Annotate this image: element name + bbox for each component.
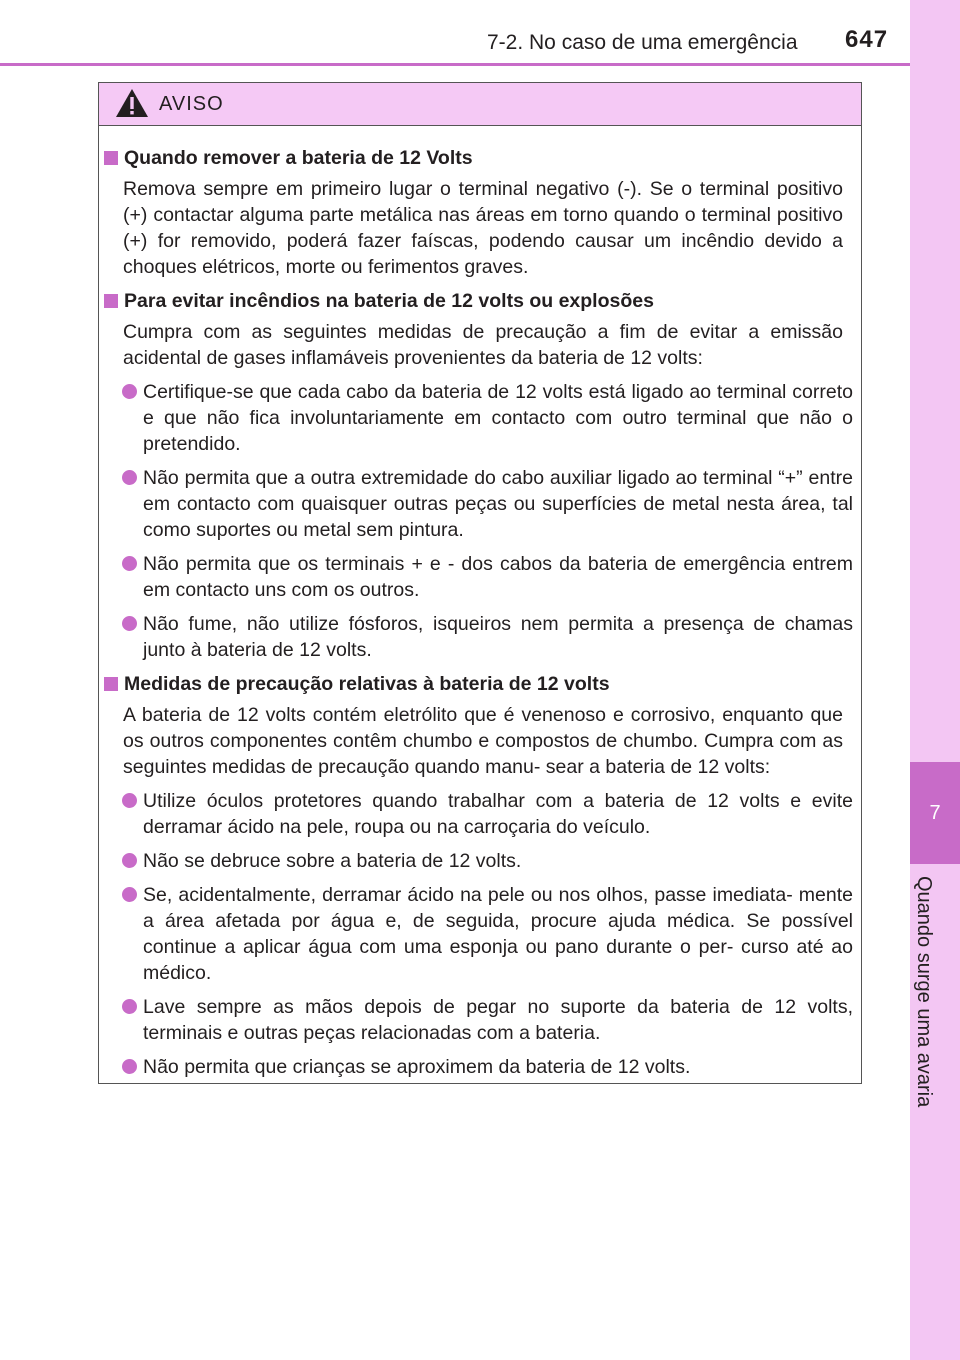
side-bar [910, 0, 960, 1360]
square-bullet-icon [104, 677, 118, 691]
header-section-title: 7-2. No caso de uma emergência [487, 31, 798, 54]
circle-bullet-icon [122, 384, 137, 399]
warning-title: AVISO [159, 93, 224, 115]
list-item: Utilize óculos protetores quando trabalhar com a bateria de 12 volts e evite derramar ácido na pele, roupa ou na carroçaria do veículo. [143, 788, 853, 840]
section-heading: Quando remover a bateria de 12 Volts [99, 145, 861, 171]
circle-bullet-icon [122, 793, 137, 808]
list-item: Se, acidentalmente, derramar ácido na pele ou nos olhos, passe imediata- mente a área afetada por água e, de seguida, procure ajuda médica. Se possível continue a aplicar água com uma esponja ou pano durante o per- curso até ao médico. [143, 882, 853, 986]
warning-content [99, 145, 861, 1088]
list-item: Não fume, não utilize fósforos, isqueiros nem permita a presença de chamas junto à bateria de 12 volts. [143, 611, 853, 663]
warning-section [99, 671, 861, 1080]
circle-bullet-icon [122, 470, 137, 485]
section-paragraph: A bateria de 12 volts contém eletrólito que é venenoso e corrosivo, enquanto que os outros componentes contêm chumbo e compostos de chumbo. Cumpra com as seguintes medidas de precaução quando manu- sear a bateria de 12 volts: [123, 704, 843, 778]
section-paragraph: Remova sempre em primeiro lugar o terminal negativo (-). Se o terminal positivo (+) contactar alguma parte metálica nas áreas em torno quando o terminal positivo (+) for removido, poderá fazer faíscas, podendo causar um incêndio devido a choques elétricos, morte ou ferimentos graves. [123, 178, 843, 278]
list-item: Não permita que os terminais + e - dos cabos da bateria de emergência entrem em contacto uns com os outros. [143, 551, 853, 603]
circle-bullet-icon [122, 887, 137, 902]
circle-bullet-icon [122, 1059, 137, 1074]
chapter-title: Quando surge uma avaria [913, 876, 935, 1108]
list-item: Não se debruce sobre a bateria de 12 volts. [143, 848, 853, 874]
page-number: 647 [845, 26, 889, 53]
warning-header [99, 83, 861, 126]
warning-triangle-icon [115, 88, 149, 118]
header-rule [0, 63, 910, 66]
list-item: Lave sempre as mãos depois de pegar no suporte da bateria de 12 volts, terminais e outras peças relacionadas com a bateria. [143, 994, 853, 1046]
square-bullet-icon [104, 151, 118, 165]
circle-bullet-icon [122, 853, 137, 868]
circle-bullet-icon [122, 999, 137, 1014]
circle-bullet-icon [122, 556, 137, 571]
list-item: Não permita que a outra extremidade do cabo auxiliar ligado ao terminal “+” entre em contacto com quaisquer outras peças ou superfícies de metal nesta área, tal como suportes ou metal sem pintura. [143, 465, 853, 543]
chapter-number: 7 [929, 802, 941, 824]
warning-section [99, 288, 861, 663]
section-heading: Para evitar incêndios na bateria de 12 volts ou explosões [99, 288, 861, 314]
square-bullet-icon [104, 294, 118, 308]
section-paragraph: Cumpra com as seguintes medidas de precaução a fim de evitar a emissão acidental de gases inflamáveis provenientes da bateria de 12 volts: [123, 321, 843, 369]
warning-box [98, 82, 862, 1084]
section-heading: Medidas de precaução relativas à bateria de 12 volts [99, 671, 861, 697]
list-item: Certifique-se que cada cabo da bateria de 12 volts está ligado ao terminal correto e que não fica involuntariamente em contacto com outro terminal que não o pretendido. [143, 379, 853, 457]
warning-section [99, 145, 861, 280]
list-item: Não permita que crianças se aproximem da bateria de 12 volts. [143, 1054, 853, 1080]
circle-bullet-icon [122, 616, 137, 631]
